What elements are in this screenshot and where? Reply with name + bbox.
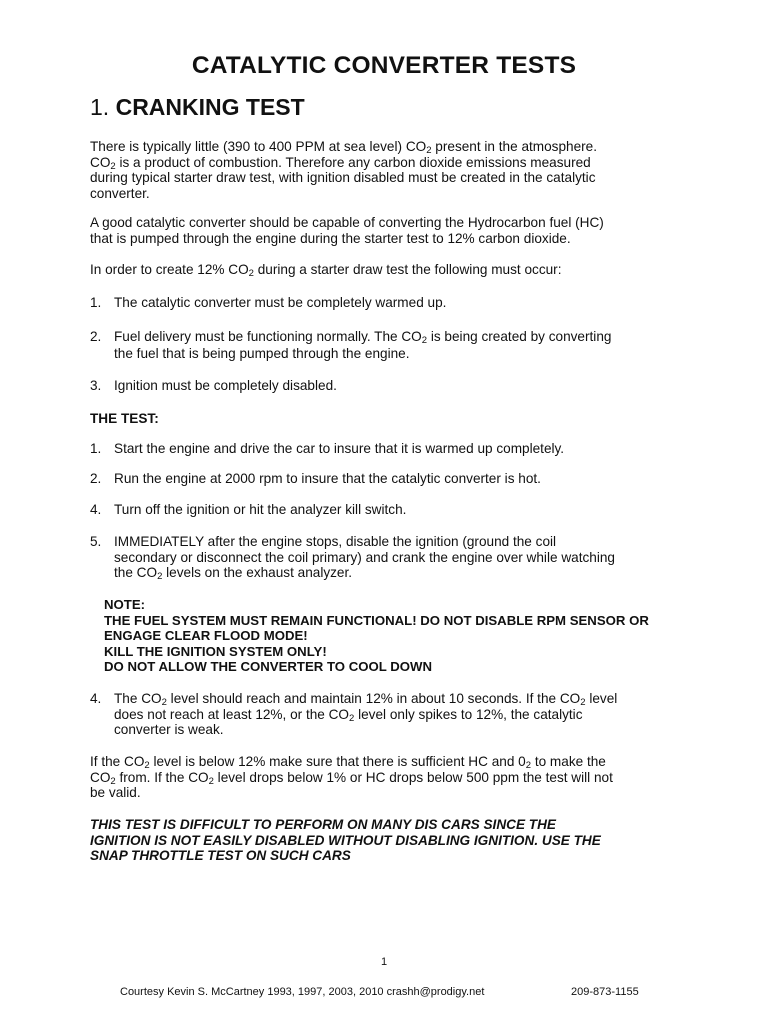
list-item-text: level: [585, 691, 618, 706]
intro-text: converter.: [90, 185, 150, 201]
list-item: [114, 534, 615, 581]
intro-text: There is typically little (390 to 400 PPM at sea level) CO: [90, 139, 427, 154]
list-item-text: level only spikes to 12%, the catalytic: [354, 706, 583, 722]
subscript: 2: [110, 160, 116, 172]
subscript: 2: [157, 571, 163, 582]
page-title: CATALYTIC CONVERTER TESTS: [191, 52, 577, 79]
paragraph-text: be valid.: [90, 785, 141, 800]
subscript: 2: [349, 712, 355, 724]
list-item-text: level should reach and maintain 12% in about 10 seconds. If the CO: [166, 691, 581, 706]
intro-paragraph: [90, 139, 690, 201]
intro-text: is a product of combustion. Therefore any carbon dioxide emissions measured: [115, 154, 591, 170]
subscript: 2: [426, 145, 432, 156]
list-item: [114, 329, 611, 361]
subscript: 2: [580, 697, 586, 708]
converter-paragraph: [90, 215, 690, 246]
list-number: 1.: [90, 295, 102, 310]
list-item: Turn off the ignition or hit the analyzer kill switch.: [114, 502, 407, 517]
list-number: 2.: [90, 329, 102, 344]
list-number: 4.: [90, 691, 102, 706]
list-number: 5.: [90, 534, 102, 549]
list-item: Start the engine and drive the car to insure that it is warmed up completely.: [114, 441, 565, 456]
list-item-text: secondary or disconnect the coil primary) and crank the engine over while watching: [114, 549, 615, 565]
requirements-intro: [90, 262, 690, 278]
note-line: THE FUEL SYSTEM MUST REMAIN FUNCTIONAL! DO NOT DISABLE RPM SENSOR OR: [104, 612, 649, 628]
subscript: 2: [110, 775, 116, 787]
list-item-text: the fuel that is being pumped through the engine.: [114, 345, 410, 361]
paragraph-text: during a starter draw test the following must occur:: [253, 262, 562, 277]
subscript: 2: [525, 760, 532, 771]
list-number: 2.: [90, 471, 102, 486]
warning-line: THIS TEST IS DIFFICULT TO PERFORM ON MANY DIS CARS SINCE THE: [90, 817, 556, 832]
subscript: 2: [144, 760, 150, 771]
test-heading: THE TEST:: [90, 411, 159, 426]
paragraph-text: to make the: [531, 754, 606, 769]
list-number: 3.: [90, 378, 102, 393]
paragraph-line: A good catalytic converter should be capable of converting the Hydrocarbon fuel (HC): [90, 215, 604, 230]
list-number: 1.: [90, 441, 102, 456]
list-item-text: is being created by converting: [427, 329, 612, 344]
note-line: DO NOT ALLOW THE CONVERTER TO COOL DOWN: [104, 659, 432, 674]
page-number: 1: [380, 956, 388, 968]
warning-block: [90, 817, 601, 864]
intro-text: present in the atmosphere.: [431, 139, 598, 154]
warning-line: IGNITION IS NOT EASILY DISABLED WITHOUT DISABLING IGNITION. USE THE: [90, 832, 601, 848]
warning-line: SNAP THROTTLE TEST ON SUCH CARS: [90, 848, 351, 863]
paragraph-text: level drops below 1% or HC drops below 500 ppm the test will not: [213, 769, 613, 785]
list-number: 4.: [90, 502, 102, 517]
subscript: 2: [248, 268, 254, 279]
section-name: CRANKING TEST: [115, 94, 305, 120]
footer-credit: Courtesy Kevin S. McCartney 1993, 1997, 2003, 2010 crashh@prodigy.net: [120, 986, 485, 998]
list-item-text: the CO: [114, 565, 158, 580]
section-heading: [90, 94, 305, 121]
intro-text: during typical starter draw test, with ignition disabled must be created in the catalytic: [90, 170, 596, 185]
list-item-text: levels on the exhaust analyzer.: [162, 565, 353, 580]
note-heading: NOTE:: [104, 597, 146, 612]
note-line: ENGAGE CLEAR FLOOD MODE!: [104, 628, 308, 643]
note-line: KILL THE IGNITION SYSTEM ONLY!: [104, 643, 327, 659]
low-level-paragraph: [90, 754, 690, 801]
list-item: The catalytic converter must be completely warmed up.: [114, 295, 447, 310]
paragraph-text: CO: [90, 769, 111, 785]
list-item: [114, 691, 617, 738]
subscript: 2: [161, 697, 167, 708]
paragraph-text: level is below 12% make sure that there is sufficient HC and 0: [149, 754, 526, 769]
list-item: Run the engine at 2000 rpm to insure that the catalytic converter is hot.: [114, 471, 541, 486]
list-item-text: does not reach at least 12%, or the CO: [114, 706, 350, 722]
note-block: [104, 597, 649, 675]
list-item-text: Fuel delivery must be functioning normally. The CO: [114, 329, 422, 344]
intro-text: CO: [90, 154, 111, 170]
list-item-text: The CO: [114, 691, 162, 706]
list-item: Ignition must be completely disabled.: [114, 378, 337, 393]
footer-phone: 209-873-1155: [571, 986, 639, 998]
subscript: 2: [421, 335, 428, 346]
paragraph-line: that is pumped through the engine during the starter test to 12% carbon dioxide.: [90, 230, 571, 246]
subscript: 2: [208, 775, 214, 787]
section-number: 1.: [90, 94, 110, 120]
list-item-text: IMMEDIATELY after the engine stops, disable the ignition (ground the coil: [114, 534, 557, 549]
list-item-text: converter is weak.: [114, 722, 224, 737]
paragraph-text: In order to create 12% CO: [90, 262, 249, 277]
paragraph-text: If the CO: [90, 754, 145, 769]
paragraph-text: from. If the CO: [115, 769, 209, 785]
